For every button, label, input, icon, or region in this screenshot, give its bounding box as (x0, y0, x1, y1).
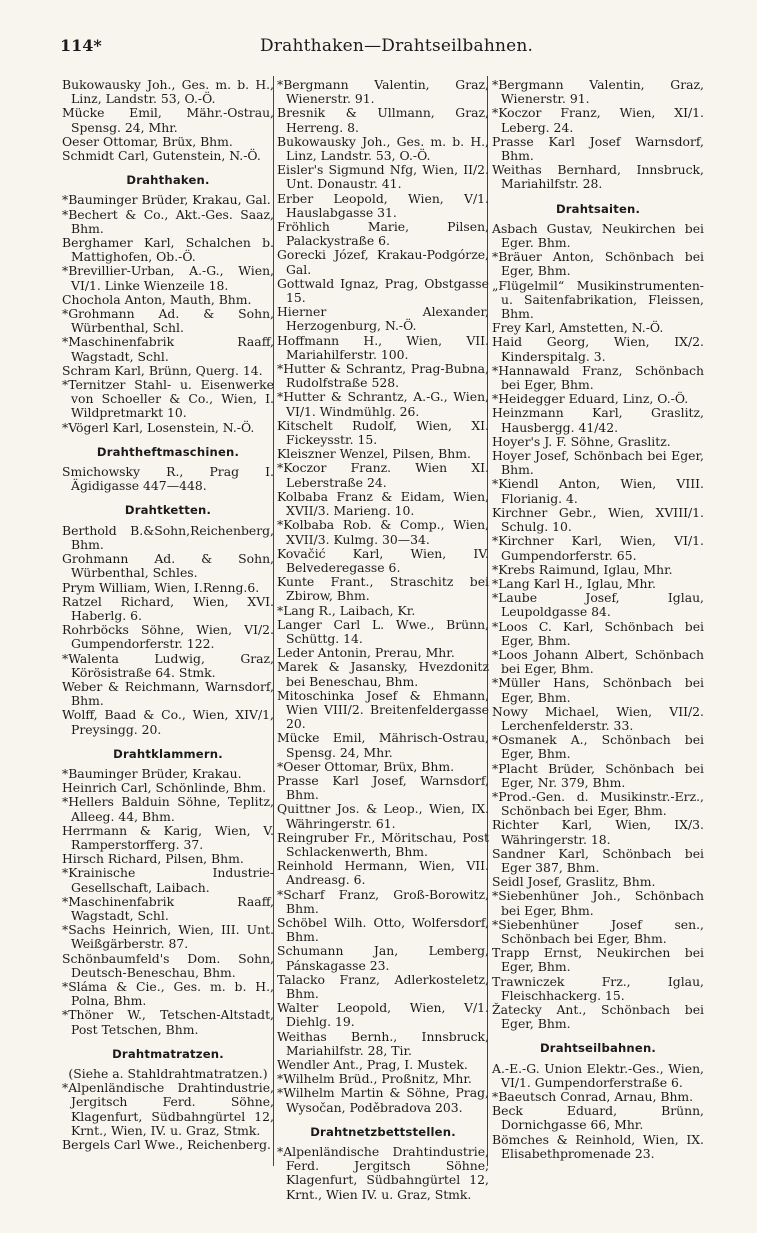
directory-entry: Wolff, Baad & Co., Wien, XIV/1, Preysingg. 20. (62, 707, 274, 737)
directory-entry: *Loos C. Karl, Schönbach bei Eger, Bhm. (492, 618, 704, 648)
directory-entry: Trawniczek Frz., Iglau, Fleischhackerg. 15. (492, 973, 704, 1003)
column-2 (277, 78, 489, 1202)
column-3 (492, 78, 704, 1161)
directory-entry: Schmidt Carl, Gutenstein, N.-Ö. (62, 148, 261, 164)
directory-entry: *Ternitzer Stahl- u. Eisenwerke von Schoeller & Co., Wien, I. Wildpretmarkt 10. (62, 377, 274, 421)
directory-entry: Mitoschinka Josef & Ehmann, Wien VIII/2. Breitenfeldergasse 20. (277, 687, 489, 732)
directory-entry: *Koczor Franz. Wien XI. Leberstraße 24. (277, 460, 489, 490)
directory-entry: *Alpenländische Drahtindustrie, Ferd. Jergitsch Söhne, Klagenfurt, Südbahngürtel 12, Krnt., Wien IV. u. Graz, Stmk. (277, 1144, 489, 1202)
section-heading: Drahtheftmaschinen. (96, 444, 240, 459)
directory-entry: *Hellers Balduin Söhne, Teplitz, Alleeg. 44, Bhm. (62, 794, 274, 824)
directory-entry: Kirchner Gebr., Wien, XVIII/1. Schulg. 10. (492, 504, 704, 535)
directory-entry: Bukowausky Joh., Ges. m. b. H., Linz, Landstr. 53, O.-Ö. (62, 77, 274, 107)
page-number: 114* (60, 36, 102, 55)
directory-entry: *Wilhelm Brüd., Proßnitz, Mhr. (277, 1071, 472, 1087)
directory-entry: Reinhold Hermann, Wien, VII. Andreasg. 6. (277, 858, 489, 888)
section-heading: Drahtklammern. (113, 746, 223, 761)
directory-entry: *Hannawald Franz, Schönbach bei Eger, Bhm. (492, 362, 704, 393)
directory-entry: *Krebs Raimund, Iglau, Mhr. (492, 561, 673, 577)
section-heading: Drahthaken. (126, 173, 210, 188)
directory-entry: *Scharf Franz, Groß-Borowitz, Bhm. (277, 886, 489, 916)
directory-entry: Quittner Jos. & Leop., Wien, IX. Währingerstr. 61. (277, 801, 489, 831)
directory-entry: *Siebenhüner Joh., Schönbach bei Eger, Bhm. (492, 888, 704, 918)
directory-entry: Hoyer's J. F. Söhne, Graslitz. (492, 433, 671, 449)
directory-entry: *Baeutsch Conrad, Arnau, Bhm. (492, 1089, 694, 1105)
directory-entry: Gorecki Józef, Krakau-Podgórze, Gal. (277, 247, 489, 277)
directory-entry: *Hutter & Schrantz, A.-G., Wien, VI/1. Windmühlg. 26. (277, 389, 489, 419)
directory-entry: Weber & Reichmann, Warnsdorf, Bhm. (62, 678, 274, 709)
directory-entry: *Placht Brüder, Schönbach bei Eger, Nr. 379, Bhm. (492, 760, 704, 790)
directory-entry: *Alpenländische Drahtindustrie, Jergitsch Ferd. Söhne, Klagenfurt, Südbahngürtel 12, Krnt., Wien, IV. u. Graz, Stmk. (62, 1080, 274, 1138)
directory-entry: Schumann Jan, Lemberg, Pánskagasse 23. (277, 943, 489, 973)
directory-entry: *Müller Hans, Schönbach bei Eger, Bhm. (492, 675, 704, 705)
directory-entry: Leder Antonin, Prerau, Mhr. (277, 645, 455, 661)
directory-entry: *Oeser Ottomar, Brüx, Bhm. (277, 758, 455, 774)
directory-entry: Prym William, Wien, I.Renng.6. (62, 579, 260, 595)
page-title: Drahthaken—Drahtseilbahnen. (260, 36, 534, 56)
directory-entry: *Hutter & Schrantz, Prag-Bubna, Rudolfstraße 528. (277, 361, 489, 391)
directory-entry: *Kiendl Anton, Wien, VIII. Florianig. 4. (492, 476, 704, 506)
directory-entry: *Kirchner Karl, Wien, VI/1. Gumpendorferstr. 65. (492, 533, 704, 563)
directory-entry: Weithas Bernh., Innsbruck, Mariahilfstr. 28, Tir. (277, 1028, 489, 1058)
directory-entry: Walter Leopold, Wien, V/1. Diehlg. 19. (277, 1000, 489, 1030)
directory-entry: *Brevillier-Urban, A.-G., Wien, VI/1. Linke Wienzeile 18. (62, 263, 274, 293)
directory-entry: *Bauminger Brüder, Krakau. (62, 765, 242, 781)
directory-entry: *Osmanek A., Schönbach bei Eger, Bhm. (492, 732, 704, 762)
directory-entry: Seidl Josef, Graslitz, Bhm. (492, 874, 656, 890)
directory-entry: *Kolbaba Rob. & Comp., Wien, XVII/3. Kulmg. 30—34. (277, 517, 489, 547)
section-heading: Drahtmatratzen. (112, 1046, 224, 1061)
column-1 (62, 78, 274, 1152)
directory-entry: *Loos Johann Albert, Schönbach bei Eger, Bhm. (492, 646, 704, 677)
directory-entry: Richter Karl, Wien, IX/3. Währingerstr. 18. (492, 817, 704, 847)
directory-entry: Talacko Franz, Adlerkosteletz, Bhm. (277, 971, 489, 1001)
directory-entry: Hoyer Josef, Schönbach bei Eger, Bhm. (492, 448, 704, 478)
directory-entry: Kunte Frant., Straschitz bei Zbirow, Bhm. (277, 574, 489, 604)
directory-entry: Fröhlich Marie, Pilsen, Palackystraße 6. (277, 219, 489, 249)
directory-entry: *Lang Karl H., Iglau, Mhr. (492, 575, 656, 591)
directory-entry: *Maschinenfabrik Raaff, Wagstadt, Schl. (62, 334, 274, 364)
directory-entry: Grohmann Ad. & Sohn, Würbenthal, Schles. (62, 551, 274, 581)
directory-entry: Berghamer Karl, Schalchen b. Mattighofen, Ob.-Ö. (62, 235, 274, 265)
directory-entry: Prasse Karl Josef, Warnsdorf, Bhm. (277, 772, 489, 803)
directory-entry: Bukowausky Joh., Ges. m. b. H., Linz, Landstr. 53, O.-Ö. (277, 133, 489, 164)
directory-entry: Wendler Ant., Prag, I. Mustek. (277, 1057, 468, 1073)
directory-entry: Haid Georg, Wien, IX/2. Kinderspitalg. 3. (492, 334, 704, 364)
section-heading: Drahtnetzbettstellen. (310, 1124, 456, 1139)
directory-entry: Chochola Anton, Mauth, Bhm. (62, 291, 252, 307)
directory-entry: Smichowsky R., Prag I. Ägidigasse 447—448. (62, 464, 274, 494)
section-note: (Siehe a. Stahldrahtmatratzen.) (68, 1066, 268, 1081)
directory-entry: Bergels Carl Wwe., Reichenberg. (62, 1137, 271, 1153)
directory-entry: *Sachs Heinrich, Wien, III. Unt. Weißgärberstr. 87. (62, 922, 274, 952)
directory-entry: *Grohmann Ad. & Sohn, Würbenthal, Schl. (62, 306, 274, 336)
directory-entry: Schöbel Wilh. Otto, Wolfersdorf, Bhm. (277, 914, 489, 945)
directory-entry: Asbach Gustav, Neukirchen bei Eger. Bhm. (492, 220, 704, 251)
directory-entry: *Thöner W., Tetschen-Altstadt, Post Tetschen, Bhm. (62, 1007, 274, 1037)
directory-entry: Herrmann & Karig, Wien, V. Ramperstorfferg. 37. (62, 822, 274, 852)
directory-entry: Bresnik & Ullmann, Graz, Herreng. 8. (277, 105, 489, 135)
directory-entry: *Sláma & Cie., Ges. m. b. H., Polna, Bhm. (62, 978, 274, 1009)
directory-entry: *Bauminger Brüder, Krakau, Gal. (62, 192, 271, 208)
directory-entry: Ratzel Richard, Wien, XVI. Haberlg. 6. (62, 593, 274, 623)
directory-entry: Kitschelt Rudolf, Wien, XI. Fickeysstr. 15. (277, 417, 489, 448)
directory-entry: Rohrböcks Söhne, Wien, VI/2. Gumpendorferstr. 122. (62, 622, 274, 652)
directory-entry: Reingruber Fr., Möritschau, Post Schlackenwerth, Bhm. (277, 829, 489, 859)
directory-entry: *Maschinenfabrik Raaff, Wagstadt, Schl. (62, 893, 274, 923)
directory-entry: Sandner Karl, Schönbach bei Eger 387, Bhm. (492, 845, 704, 875)
directory-entry: Langer Carl L. Wwe., Brünn, Schüttg. 14. (277, 616, 489, 646)
directory-entry: *Laube Josef, Iglau, Leupoldgasse 84. (492, 590, 704, 620)
directory-entry: *Lang R., Laibach, Kr. (277, 602, 416, 618)
directory-entry: *Heidegger Eduard, Linz, O.-Ö. (492, 391, 689, 407)
directory-entry: Prasse Karl Josef Warnsdorf, Bhm. (492, 133, 704, 164)
directory-entry: Marek & Jasansky, Hvezdonitz bei Beneschau, Bhm. (277, 659, 489, 689)
directory-entry: Eisler's Sigmund Nfg, Wien, II/2. Unt. Donaustr. 41. (277, 162, 489, 192)
directory-entry: Hierner Alexander, Herzogenburg, N.-Ö. (277, 304, 489, 334)
page-header (60, 36, 700, 58)
section-heading: Drahtsaiten. (555, 201, 641, 216)
directory-entry: Gottwald Ignaz, Prag, Obstgasse 15. (277, 275, 489, 306)
directory-entry: *Krainische Industrie-Gesellschaft, Laibach. (62, 865, 274, 895)
directory-entry: Žatecky Ant., Schönbach bei Eger, Bhm. (492, 1002, 704, 1032)
directory-entry: Schram Karl, Brünn, Querg. 14. (62, 362, 263, 378)
directory-entry: Beck Eduard, Brünn, Dornichgasse 66, Mhr. (492, 1103, 704, 1133)
directory-entry: Mücke Emil, Mährisch-Ostrau, Spensg. 24, Mhr. (277, 730, 489, 760)
directory-entry: Kolbaba Franz & Eidam, Wien, XVII/3. Marieng. 10. (277, 488, 489, 519)
directory-entry: „Flügelmil“ Musikinstrumenten- u. Saitenfabrikation, Fleissen, Bhm. (492, 277, 704, 322)
directory-entry: Heinzmann Karl, Graslitz, Hausbergg. 41/42. (492, 405, 704, 435)
directory-entry: Erber Leopold, Wien, V/1. Hauslabgasse 31. (277, 190, 489, 220)
directory-entry: Trapp Ernst, Neukirchen bei Eger, Bhm. (492, 945, 704, 975)
directory-entry: Weithas Bernhard, Innsbruck, Mariahilfstr. 28. (492, 162, 704, 192)
directory-entry: *Bräuer Anton, Schönbach bei Eger, Bhm. (492, 249, 704, 279)
section-heading: Drahtketten. (124, 503, 212, 518)
directory-entry: Heinrich Carl, Schönlinde, Bhm. (62, 780, 267, 796)
directory-entry: Mücke Emil, Mähr.-Ostrau, Spensg. 24, Mhr. (62, 105, 274, 135)
directory-entry: *Bechert & Co., Akt.-Ges. Saaz, Bhm. (62, 206, 274, 236)
directory-entry: Kovačić Karl, Wien, IV. Belvederegasse 6. (277, 545, 489, 575)
directory-entry: Hoffmann H., Wien, VII. Mariahilferstr. 100. (277, 332, 489, 362)
directory-entry: Oeser Ottomar, Brüx, Bhm. (62, 133, 233, 149)
directory-entry: *Wilhelm Martin & Söhne, Prag, Wysočan, Poděbradova 203. (277, 1085, 489, 1115)
directory-entry: *Bergmann Valentin, Graz, Wienerstr. 91. (492, 77, 704, 107)
directory-entry: Bömches & Reinhold, Wien, IX. Elisabethpromenade 23. (492, 1131, 704, 1161)
directory-entry: A.-E.-G. Union Elektr.-Ges., Wien, VI/1. Gumpendorferstraße 6. (492, 1060, 704, 1090)
directory-entry: *Bergmann Valentin, Graz, Wienerstr. 91. (277, 77, 489, 107)
directory-entry: Hirsch Richard, Pilsen, Bhm. (62, 851, 244, 867)
directory-entry: Schönbaumfeld's Dom. Sohn, Deutsch-Beneschau, Bhm. (62, 950, 274, 980)
directory-entry: Berthold B.&Sohn,Reichenberg, Bhm. (62, 522, 274, 552)
directory-entry: Frey Karl, Amstetten, N.-Ö. (492, 320, 664, 336)
directory-entry: *Vögerl Karl, Losenstein, N.-Ö. (62, 419, 255, 435)
directory-entry: *Walenta Ludwig, Graz, Körösistraße 64. Stmk. (62, 650, 274, 680)
directory-entry: Kleiszner Wenzel, Pilsen, Bhm. (277, 446, 471, 462)
directory-entry: *Siebenhüner Josef sen., Schönbach bei Eger, Bhm. (492, 916, 704, 946)
section-heading: Drahtseilbahnen. (539, 1041, 657, 1056)
directory-entry: *Prod.-Gen. d. Musikinstr.-Erz., Schönbach bei Eger, Bhm. (492, 788, 704, 819)
directory-entry: *Koczor Franz, Wien, XI/1. Leberg. 24. (492, 105, 704, 135)
directory-entry: Nowy Michael, Wien, VII/2. Lerchenfelderstr. 33. (492, 703, 704, 733)
